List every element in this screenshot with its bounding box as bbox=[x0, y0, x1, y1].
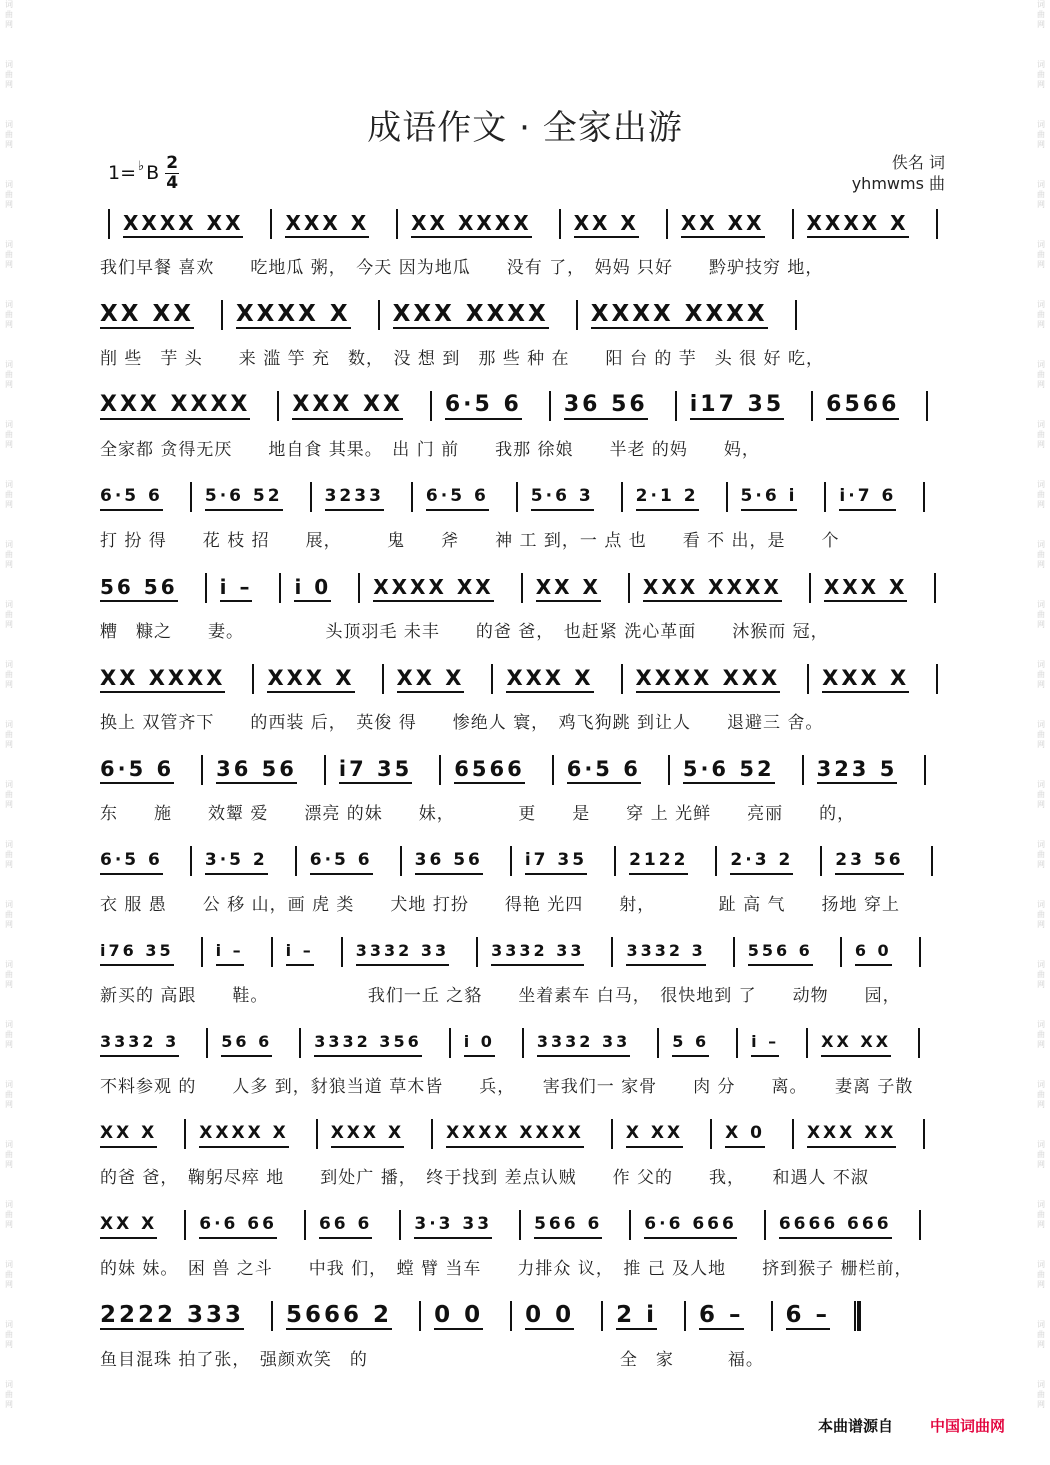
measure: i 0 bbox=[294, 574, 331, 602]
measure: 0 0 bbox=[434, 1302, 484, 1328]
watermark-mark: 词曲网 bbox=[1037, 1200, 1045, 1229]
measure: 5 6 bbox=[672, 1029, 709, 1057]
measure: XXXX XXXX bbox=[446, 1120, 584, 1148]
final-bar-line bbox=[854, 1301, 861, 1331]
measure: 36 56 bbox=[564, 392, 648, 420]
watermark-mark: 词曲网 bbox=[5, 1260, 13, 1289]
bar-line bbox=[252, 664, 254, 694]
bar-line bbox=[807, 664, 809, 694]
notation-line bbox=[100, 1019, 952, 1067]
measure: XX XXXX bbox=[100, 665, 225, 693]
bar-line bbox=[449, 1028, 451, 1058]
measure: 6·5 6 bbox=[100, 847, 163, 875]
watermark-mark: 词曲网 bbox=[1037, 660, 1045, 689]
measure: 23 56 bbox=[835, 847, 903, 875]
bar-line bbox=[936, 209, 938, 239]
bar-line bbox=[519, 1210, 521, 1240]
source-label: 本曲谱源自 bbox=[818, 1417, 894, 1435]
bar-line bbox=[400, 846, 402, 876]
bar-line bbox=[715, 846, 717, 876]
measure: XX X bbox=[397, 665, 465, 693]
bar-line bbox=[710, 1119, 712, 1149]
measure: 3332 33 bbox=[356, 938, 449, 966]
bar-line bbox=[621, 664, 623, 694]
measure: 2122 bbox=[629, 847, 688, 875]
lyric-text: 全家都 贪得无厌 地自食 其果。 出 门 前 我那 徐娘 半老 的妈 妈， bbox=[100, 439, 760, 460]
lyric-text: 打 扮 得 花 枝 招 展， 鬼 斧 神 工 到，一 点 也 看 不 出，是 个 bbox=[100, 530, 840, 551]
time-bottom: 4 bbox=[166, 172, 179, 193]
bar-line bbox=[559, 209, 561, 239]
bar-line bbox=[271, 1301, 273, 1331]
lyric-line bbox=[100, 976, 952, 1010]
bar-line bbox=[628, 573, 630, 603]
notation-line bbox=[100, 837, 952, 885]
watermark-mark: 词曲网 bbox=[5, 360, 13, 389]
bar-line bbox=[201, 937, 203, 967]
bar-line bbox=[552, 755, 554, 785]
bar-line bbox=[611, 1119, 613, 1149]
notation-line bbox=[100, 1110, 952, 1158]
watermark-mark: 词曲网 bbox=[1037, 1260, 1045, 1289]
watermark-mark: 词曲网 bbox=[1037, 240, 1045, 269]
measure: XXX X bbox=[824, 574, 908, 602]
bar-line bbox=[549, 391, 551, 421]
composer-credit: yhmwms 曲 bbox=[851, 174, 945, 193]
watermark-mark: 词曲网 bbox=[5, 960, 13, 989]
measure: i·7 6 bbox=[839, 483, 896, 511]
measure: XXX X bbox=[822, 665, 909, 693]
bar-line bbox=[809, 573, 811, 603]
score-line bbox=[100, 655, 952, 746]
measure: XXX XXXX bbox=[392, 301, 549, 327]
watermark-mark: 词曲网 bbox=[5, 840, 13, 869]
lyric-text: 不料参观 的 人多 到，豺狼当道 草木皆 兵， 害我们一 家骨 肉 分 离。 妻离 子散 bbox=[100, 1076, 914, 1097]
lyric-text: 的爸 爸， 鞠躬尽瘁 地 到处广 播， 终于找到 差点认贼 作 父的 我， 和遇人 不淑 bbox=[100, 1167, 869, 1188]
lyric-line bbox=[100, 1067, 952, 1101]
watermark-mark: 词曲网 bbox=[5, 780, 13, 809]
bar-line bbox=[271, 937, 273, 967]
bar-line bbox=[201, 755, 203, 785]
watermark-mark: 词曲网 bbox=[1037, 120, 1045, 149]
watermark-mark: 词曲网 bbox=[1037, 900, 1045, 929]
credits bbox=[852, 152, 945, 194]
lyric-text: 新买的 高跟 鞋。 我们一丘 之貉 坐着素车 白马， 很快地到 了 动物 园， bbox=[100, 985, 901, 1006]
key-note: B bbox=[146, 162, 160, 184]
score-line bbox=[100, 291, 952, 382]
bar-line bbox=[576, 300, 578, 330]
bar-line bbox=[820, 846, 822, 876]
bar-line bbox=[522, 1028, 524, 1058]
bar-line bbox=[316, 1119, 318, 1149]
measure: XXX X bbox=[285, 210, 369, 238]
bar-line bbox=[629, 1210, 631, 1240]
watermark-mark: 词曲网 bbox=[5, 300, 13, 329]
bar-line bbox=[736, 1028, 738, 1058]
watermark-mark: 词曲网 bbox=[5, 120, 13, 149]
watermark-mark: 词曲网 bbox=[1037, 480, 1045, 509]
measure: i 0 bbox=[464, 1029, 495, 1057]
lyric-text: 东 施 效颦 爱 漂亮 的妹 妹， 更 是 穿 上 光鲜 亮丽 的， bbox=[100, 803, 856, 824]
bar-line bbox=[824, 482, 826, 512]
measure: i – bbox=[751, 1029, 779, 1057]
measure: 6·5 6 bbox=[426, 483, 489, 511]
bar-line bbox=[277, 391, 279, 421]
notation-line bbox=[100, 1292, 952, 1340]
measure: XXX X bbox=[267, 665, 354, 693]
measure: 6566 bbox=[826, 392, 899, 420]
watermark-mark: 词曲网 bbox=[1037, 1020, 1045, 1049]
measure: XXX XXXX bbox=[643, 574, 782, 602]
watermark-mark: 词曲网 bbox=[5, 1080, 13, 1109]
watermark-mark: 词曲网 bbox=[1037, 300, 1045, 329]
notation-line bbox=[100, 746, 952, 794]
measure: 6·5 6 bbox=[567, 756, 641, 784]
measure: 36 56 bbox=[415, 847, 483, 875]
key-signature bbox=[108, 150, 179, 196]
measure: XXX XX bbox=[292, 392, 402, 420]
measure: 3·3 33 bbox=[414, 1211, 492, 1239]
watermark-mark: 词曲网 bbox=[5, 600, 13, 629]
lyric-text: 削 些 芋 头 来 滥 竽 充 数， 没 想 到 那 些 种 在 阳 台 的 芋 头 很 好 吃， bbox=[100, 348, 824, 369]
watermark-mark: 词曲网 bbox=[5, 480, 13, 509]
site-name[interactable]: 中国词曲网 bbox=[930, 1417, 1006, 1435]
bar-line bbox=[378, 300, 380, 330]
lyric-text: 换上 双管齐下 的西装 后， 英俊 得 惨绝人 寰， 鸡飞狗跳 到让人 退避三 舍。 bbox=[100, 712, 824, 733]
bar-line bbox=[184, 1119, 186, 1149]
bar-line bbox=[190, 846, 192, 876]
measure: XXX XXXX bbox=[100, 392, 250, 420]
lyric-text: 糟 糠之 妻。 头顶羽毛 未丰 的爸 爸， 也赶紧 洗心革面 沐猴而 冠， bbox=[100, 621, 829, 642]
watermark-mark: 词曲网 bbox=[5, 1380, 13, 1409]
bar-line bbox=[668, 755, 670, 785]
watermark-mark: 词曲网 bbox=[1037, 540, 1045, 569]
bar-line bbox=[771, 1301, 773, 1331]
watermark-mark: 词曲网 bbox=[1037, 180, 1045, 209]
bar-line bbox=[936, 664, 938, 694]
score-line bbox=[100, 1201, 952, 1292]
watermark-mark: 词曲网 bbox=[1037, 420, 1045, 449]
measure: 6666 666 bbox=[779, 1211, 892, 1239]
watermark-mark: 词曲网 bbox=[5, 420, 13, 449]
lyric-line bbox=[100, 794, 952, 828]
measure: X XX bbox=[626, 1120, 683, 1148]
bar-line bbox=[476, 937, 478, 967]
bar-line bbox=[108, 209, 110, 239]
measure: 6566 bbox=[454, 756, 524, 784]
bar-line bbox=[521, 573, 523, 603]
bar-line bbox=[270, 209, 272, 239]
bar-line bbox=[919, 1210, 921, 1240]
notation-line bbox=[100, 473, 952, 521]
lyric-line bbox=[100, 1340, 952, 1374]
measure: i – bbox=[286, 938, 314, 966]
watermark-mark: 词曲网 bbox=[5, 60, 13, 89]
measure: 6·5 6 bbox=[100, 756, 174, 784]
bar-line bbox=[811, 391, 813, 421]
measure: X 0 bbox=[725, 1120, 765, 1148]
lyric-line bbox=[100, 612, 952, 646]
score-line bbox=[100, 837, 952, 928]
measure: 566 6 bbox=[534, 1211, 602, 1239]
bar-line bbox=[439, 755, 441, 785]
measure: XXXX XXX bbox=[636, 665, 781, 693]
watermark-mark: 词曲网 bbox=[1037, 840, 1045, 869]
score-line bbox=[100, 382, 952, 473]
measure: 5·6 52 bbox=[205, 483, 283, 511]
score-line bbox=[100, 473, 952, 564]
measure: 5·6 52 bbox=[683, 756, 775, 784]
measure: 56 56 bbox=[100, 574, 178, 602]
measure: 6·5 6 bbox=[445, 392, 522, 420]
bar-line bbox=[918, 1028, 920, 1058]
lyric-text: 我们早餐 喜欢 吃地瓜 粥， 今天 因为地瓜 没有 了， 妈妈 只好 黔驴技穷 地， bbox=[100, 257, 824, 278]
page-title: 成语作文 · 全家出游 bbox=[367, 108, 683, 148]
key-prefix: 1= bbox=[108, 162, 137, 184]
bar-line bbox=[795, 300, 797, 330]
score-body bbox=[100, 200, 952, 1383]
bar-line bbox=[341, 937, 343, 967]
lyric-line bbox=[100, 885, 952, 919]
bar-line bbox=[919, 937, 921, 967]
bar-line bbox=[802, 755, 804, 785]
time-top: 2 bbox=[166, 152, 179, 173]
bar-line bbox=[205, 573, 207, 603]
measure: 6·5 6 bbox=[310, 847, 373, 875]
watermark-mark: 词曲网 bbox=[1037, 360, 1045, 389]
bar-line bbox=[431, 1119, 433, 1149]
bar-line bbox=[926, 391, 928, 421]
measure: i – bbox=[220, 574, 253, 602]
notation-line bbox=[100, 564, 952, 612]
notation-line bbox=[100, 291, 952, 339]
bar-line bbox=[279, 573, 281, 603]
notation-line bbox=[100, 382, 952, 430]
measure: 3233 bbox=[325, 483, 384, 511]
watermark-mark: 词曲网 bbox=[1037, 600, 1045, 629]
bar-line bbox=[806, 1028, 808, 1058]
bar-line bbox=[299, 1028, 301, 1058]
lyric-text: 衣 服 愚 公 移 山，画 虎 类 犬地 打扮 得艳 光四 射， 趾 高 气 扬地 穿上 bbox=[100, 894, 900, 915]
bar-line bbox=[510, 1301, 512, 1331]
lyricist-credit: 佚名 词 bbox=[891, 153, 945, 172]
watermark-mark: 词曲网 bbox=[1037, 1140, 1045, 1169]
watermark-mark: 词曲网 bbox=[1037, 60, 1045, 89]
measure: 2·1 2 bbox=[636, 483, 699, 511]
bar-line bbox=[726, 482, 728, 512]
watermark-mark: 词曲网 bbox=[5, 540, 13, 569]
bar-line bbox=[792, 1119, 794, 1149]
watermark-mark: 词曲网 bbox=[5, 0, 13, 29]
score-line bbox=[100, 200, 952, 291]
measure: 5666 2 bbox=[286, 1302, 393, 1328]
bar-line bbox=[190, 482, 192, 512]
notation-line bbox=[100, 655, 952, 703]
measure: 6·6 666 bbox=[644, 1211, 737, 1239]
measure: XXXX X bbox=[807, 210, 909, 238]
watermark-mark: 词曲网 bbox=[1037, 960, 1045, 989]
measure: i76 35 bbox=[100, 938, 174, 966]
bar-line bbox=[840, 937, 842, 967]
measure: 6·5 6 bbox=[100, 483, 163, 511]
measure: XXX X bbox=[331, 1120, 404, 1148]
notation-line bbox=[100, 200, 952, 248]
bar-line bbox=[430, 391, 432, 421]
notation-line bbox=[100, 928, 952, 976]
bar-line bbox=[764, 1210, 766, 1240]
bar-line bbox=[310, 482, 312, 512]
measure: 66 6 bbox=[319, 1211, 372, 1239]
measure: 6 0 bbox=[855, 938, 892, 966]
watermark-mark: 词曲网 bbox=[1037, 0, 1045, 29]
measure: 3332 3 bbox=[100, 1029, 179, 1057]
watermark-mark: 词曲网 bbox=[1037, 1320, 1045, 1349]
measure: 6 – bbox=[785, 1302, 831, 1328]
bar-line bbox=[733, 937, 735, 967]
measure: 3·5 2 bbox=[205, 847, 268, 875]
bar-line bbox=[601, 1301, 603, 1331]
bar-line bbox=[491, 664, 493, 694]
lyric-line bbox=[100, 1158, 952, 1192]
bar-line bbox=[206, 1028, 208, 1058]
bar-line bbox=[184, 1210, 186, 1240]
bar-line bbox=[295, 846, 297, 876]
measure: 3332 356 bbox=[314, 1029, 422, 1057]
score-line bbox=[100, 1110, 952, 1201]
bar-line bbox=[419, 1301, 421, 1331]
watermark-mark: 词曲网 bbox=[5, 720, 13, 749]
watermark-mark: 词曲网 bbox=[1037, 1380, 1045, 1409]
measure: XXX XX bbox=[807, 1120, 896, 1148]
bar-line bbox=[934, 573, 936, 603]
watermark-mark: 词曲网 bbox=[1037, 720, 1045, 749]
notation-line bbox=[100, 1201, 952, 1249]
measure: XX X bbox=[100, 1211, 157, 1239]
measure: i17 35 bbox=[690, 392, 784, 420]
measure: XXXX XXXX bbox=[590, 301, 768, 327]
measure: i7 35 bbox=[339, 756, 412, 784]
watermark-mark: 词曲网 bbox=[5, 900, 13, 929]
watermark-mark: 词曲网 bbox=[5, 240, 13, 269]
measure: 3332 33 bbox=[537, 1029, 630, 1057]
bar-line bbox=[382, 664, 384, 694]
measure: 5·6 i bbox=[741, 483, 798, 511]
measure: 5·6 3 bbox=[531, 483, 594, 511]
score-line bbox=[100, 1292, 952, 1383]
measure: XX XX bbox=[821, 1029, 891, 1057]
lyric-text: 的妹 妹。 困 兽 之斗 中我 们， 螳 臂 当车 力排众 议， 推 己 及人地 挤到猴子 栅栏前， bbox=[100, 1258, 913, 1279]
flat-sign: ♭ bbox=[138, 158, 145, 174]
lyric-line bbox=[100, 521, 952, 555]
bar-line bbox=[675, 391, 677, 421]
bar-line bbox=[611, 937, 613, 967]
measure: 0 0 bbox=[525, 1302, 575, 1328]
bar-line bbox=[614, 846, 616, 876]
bar-line bbox=[684, 1301, 686, 1331]
measure: 6 – bbox=[699, 1302, 744, 1328]
measure: XXX X bbox=[506, 665, 593, 693]
score-line bbox=[100, 1019, 952, 1110]
measure: XX X bbox=[100, 1120, 157, 1148]
measure: XXXX X bbox=[199, 1120, 288, 1148]
measure: XX XXXX bbox=[411, 210, 531, 238]
measure: XX XX bbox=[681, 210, 765, 238]
lyric-line bbox=[100, 339, 952, 373]
bar-line bbox=[221, 300, 223, 330]
measure: XX X bbox=[536, 574, 601, 602]
measure: 3332 3 bbox=[626, 938, 705, 966]
measure: 2222 333 bbox=[100, 1302, 245, 1328]
bar-line bbox=[510, 846, 512, 876]
bar-line bbox=[411, 482, 413, 512]
bar-line bbox=[923, 482, 925, 512]
lyric-line bbox=[100, 1249, 952, 1283]
watermark-right bbox=[1034, 0, 1048, 1465]
score-line bbox=[100, 928, 952, 1019]
bar-line bbox=[324, 755, 326, 785]
bar-line bbox=[924, 755, 926, 785]
watermark-mark: 词曲网 bbox=[5, 1140, 13, 1169]
bar-line bbox=[516, 482, 518, 512]
lyric-line bbox=[100, 430, 952, 464]
measure: XXXX XX bbox=[123, 210, 243, 238]
lyric-line bbox=[100, 248, 952, 282]
measure: 56 6 bbox=[221, 1029, 272, 1057]
lyric-text: 鱼目混珠 拍了张， 强颜欢笑 的 全 家 福。 bbox=[100, 1349, 764, 1370]
score-line bbox=[100, 564, 952, 655]
bar-line bbox=[358, 573, 360, 603]
bar-line bbox=[923, 1119, 925, 1149]
measure: XX X bbox=[574, 210, 639, 238]
score-line bbox=[100, 746, 952, 837]
measure: 3332 33 bbox=[491, 938, 584, 966]
lyric-line bbox=[100, 703, 952, 737]
watermark-mark: 词曲网 bbox=[1037, 780, 1045, 809]
watermark-mark: 词曲网 bbox=[5, 660, 13, 689]
bar-line bbox=[399, 1210, 401, 1240]
bar-line bbox=[666, 209, 668, 239]
watermark-mark: 词曲网 bbox=[5, 1020, 13, 1049]
bar-line bbox=[657, 1028, 659, 1058]
measure: i – bbox=[216, 938, 244, 966]
watermark-mark: 词曲网 bbox=[5, 1320, 13, 1349]
bar-line bbox=[931, 846, 933, 876]
measure: i7 35 bbox=[525, 847, 587, 875]
measure: 556 6 bbox=[748, 938, 813, 966]
bar-line bbox=[396, 209, 398, 239]
measure: 36 56 bbox=[216, 756, 297, 784]
watermark-mark: 词曲网 bbox=[1037, 1080, 1045, 1109]
watermark-left bbox=[2, 0, 16, 1465]
bar-line bbox=[792, 209, 794, 239]
measure: 2·3 2 bbox=[730, 847, 793, 875]
measure: XXXX X bbox=[235, 301, 351, 327]
measure: 6·6 66 bbox=[199, 1211, 277, 1239]
measure: 2 i bbox=[616, 1302, 657, 1328]
bar-line bbox=[304, 1210, 306, 1240]
bar-line bbox=[621, 482, 623, 512]
measure: XX XX bbox=[100, 301, 194, 327]
time-signature bbox=[165, 154, 179, 193]
watermark-mark: 词曲网 bbox=[5, 1200, 13, 1229]
watermark-mark: 词曲网 bbox=[5, 180, 13, 209]
measure: XXXX XX bbox=[373, 574, 493, 602]
measure: 323 5 bbox=[817, 756, 898, 784]
